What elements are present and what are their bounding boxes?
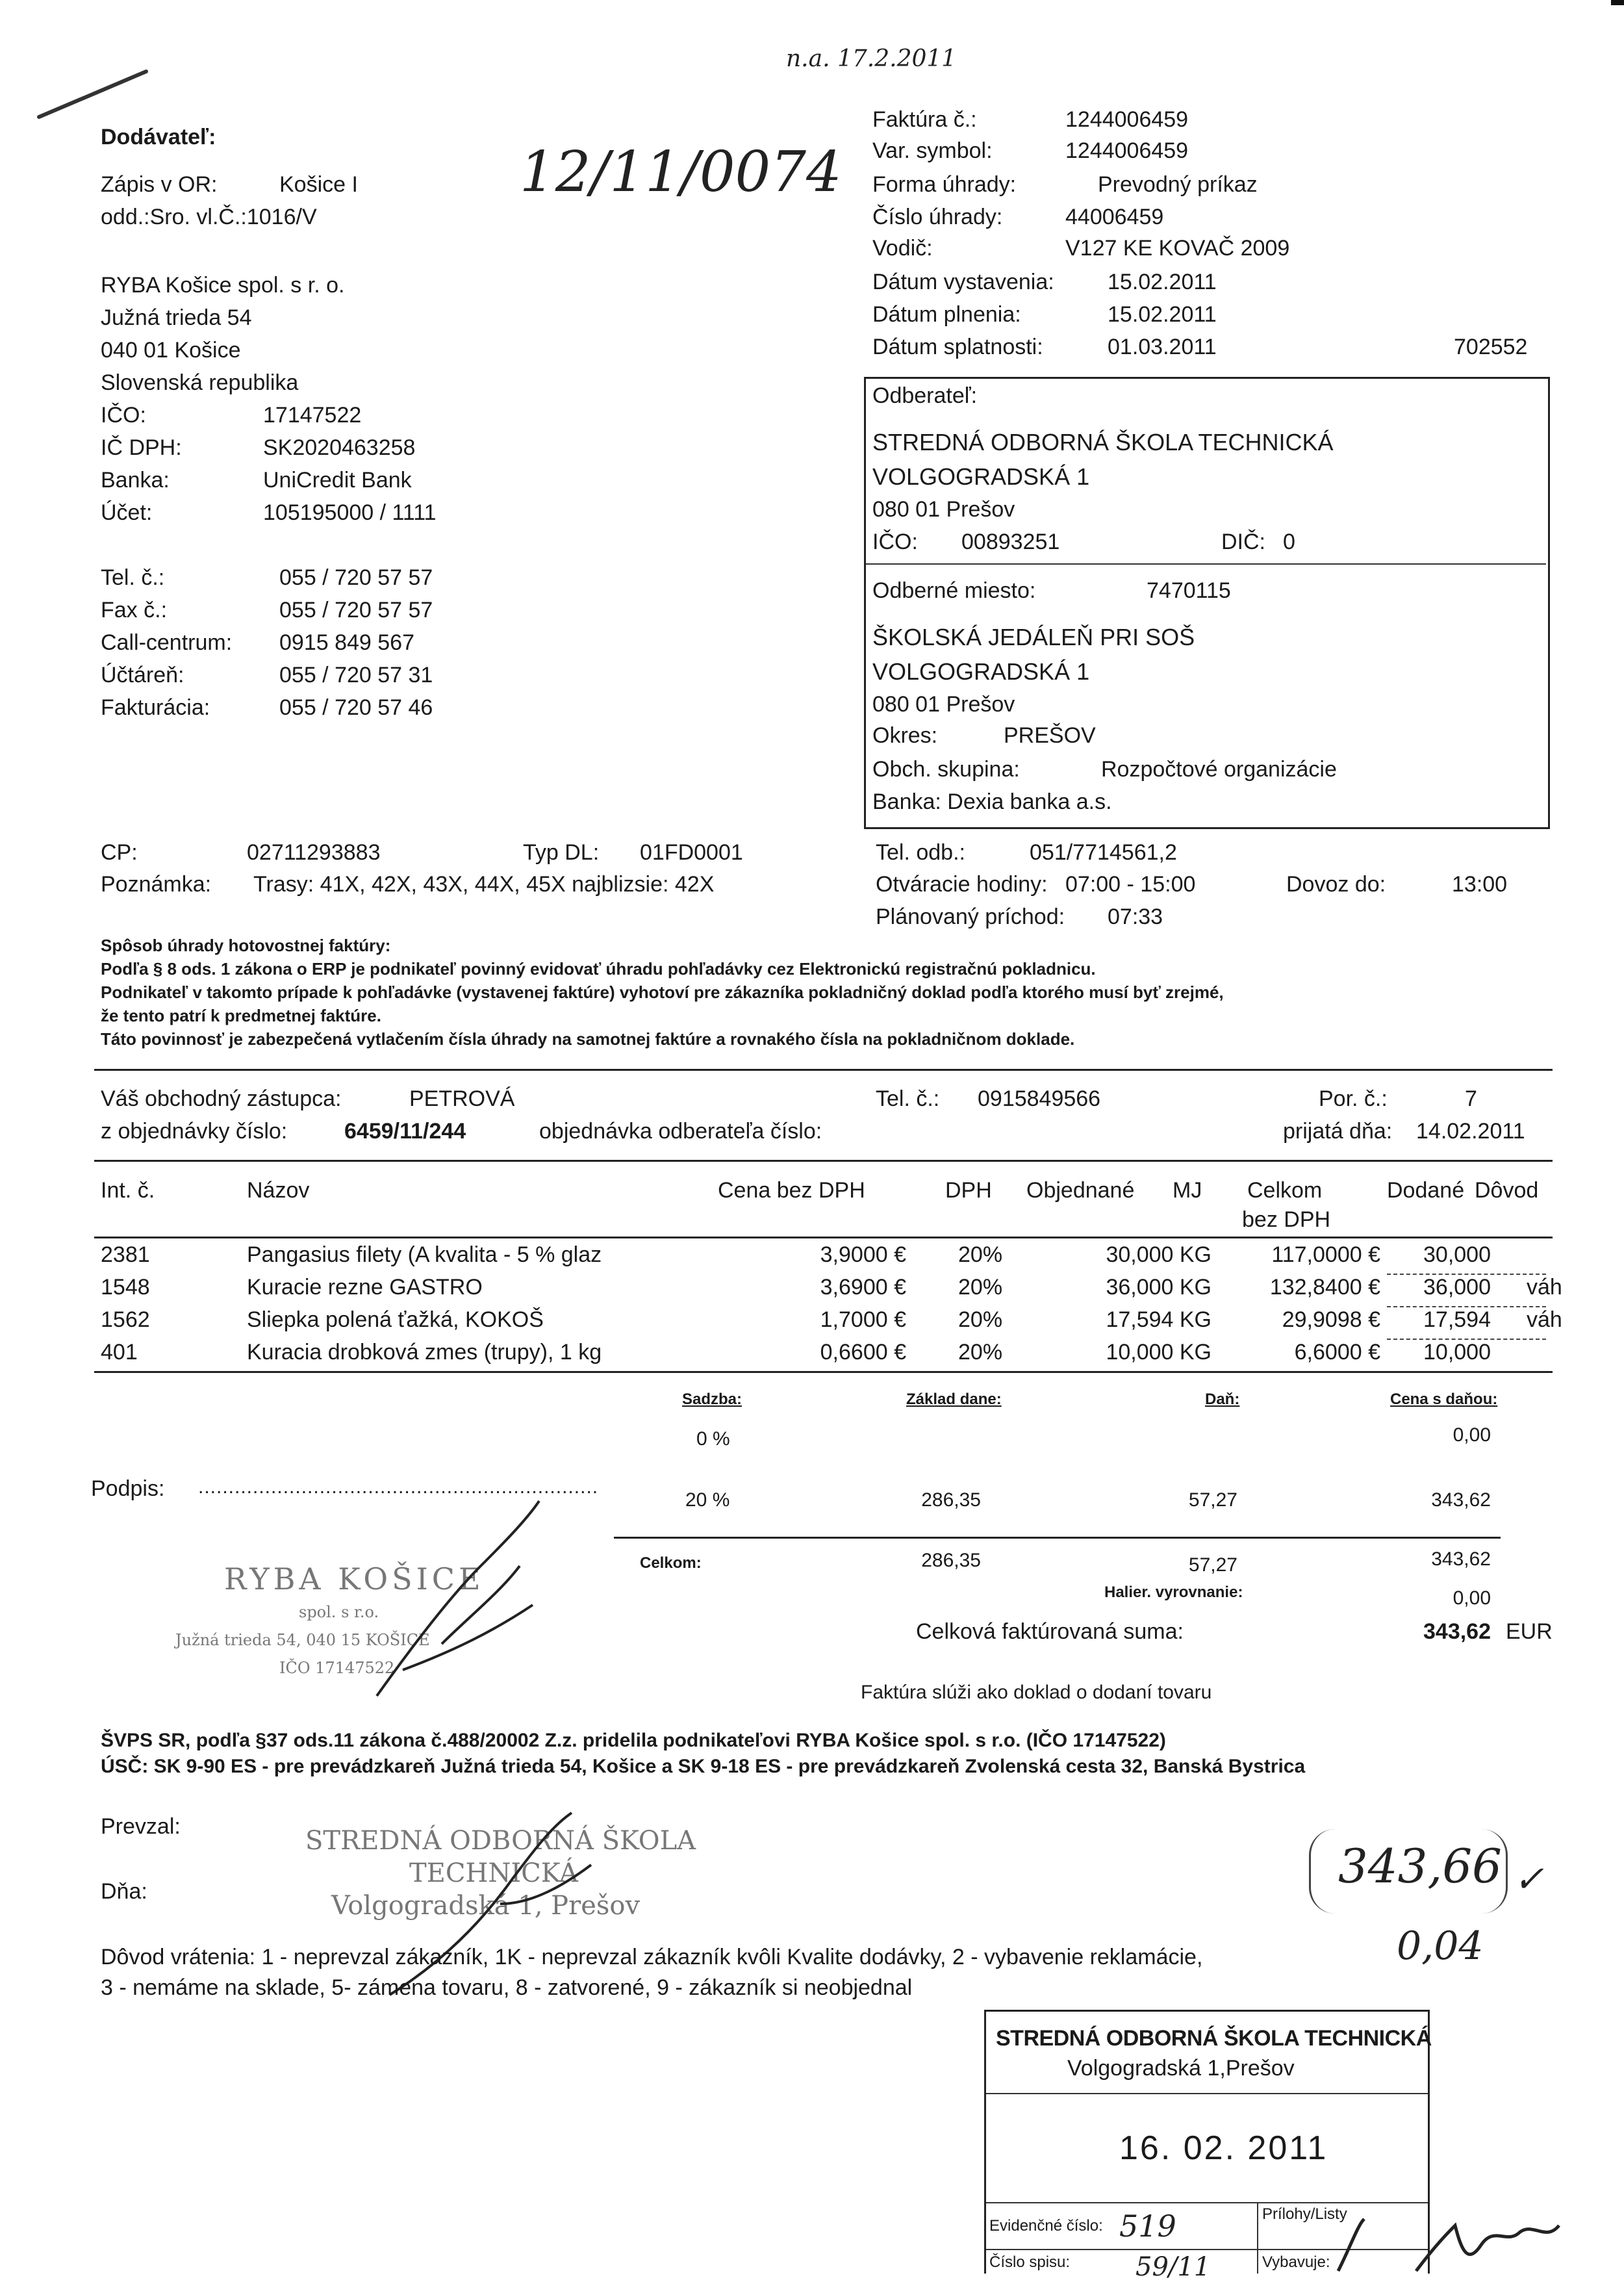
received-label: prijatá dňa: bbox=[1283, 1119, 1393, 1144]
supplier-bank-label: Banka: bbox=[101, 468, 170, 493]
cell-delivered: 36,000 bbox=[1423, 1275, 1491, 1300]
file-number-label: Číslo spisu: bbox=[989, 2253, 1071, 2271]
vat-tax-header: Daň: bbox=[1205, 1391, 1240, 1408]
evidence-value: 519 bbox=[1119, 2209, 1176, 2244]
col-header-unit: MJ bbox=[1173, 1178, 1202, 1203]
customer-phone-value: 051/7714561,2 bbox=[1030, 840, 1177, 865]
supply-date-value: 15.02.2011 bbox=[1108, 302, 1217, 327]
registry-stamp-subtitle: Volgogradská 1,Prešov bbox=[1067, 2056, 1295, 2081]
col-header-total: Celkom bbox=[1247, 1178, 1323, 1203]
handwritten-check-mark: ✓ bbox=[1514, 1858, 1544, 1901]
customer-order-label: objednávka odberateľa číslo: bbox=[539, 1119, 822, 1144]
contact-billing-label: Fakturácia: bbox=[101, 695, 210, 720]
table-row bbox=[0, 1275, 1624, 1307]
rounding-label: Halier. vyrovnanie: bbox=[1104, 1583, 1243, 1601]
payment-number-label: Číslo úhrady: bbox=[872, 205, 1003, 229]
customer-street: VOLGOGRADSKÁ 1 bbox=[872, 463, 1090, 490]
col-header-reason: Dôvod bbox=[1475, 1178, 1539, 1203]
note-value: Trasy: 41X, 42X, 43X, 44X, 45X najblizsie: 42X bbox=[253, 872, 715, 897]
note-label: Poznámka: bbox=[101, 872, 212, 897]
signature-dots: .................................................................. bbox=[198, 1476, 599, 1498]
cell-code: 1548 bbox=[101, 1275, 150, 1300]
cell-price: 3,6900 € bbox=[820, 1275, 906, 1300]
vat-row-0-rate: 0 % bbox=[696, 1428, 730, 1450]
cell-name: Kuracie rezne GASTRO bbox=[247, 1275, 483, 1300]
supplier-ico-value: 17147522 bbox=[263, 403, 362, 428]
cp-value: 02711293883 bbox=[247, 840, 381, 865]
cell-total: 132,8400 € bbox=[1269, 1275, 1380, 1300]
cell-delivered: 10,000 bbox=[1423, 1340, 1491, 1365]
registry-label: Zápis v OR: bbox=[101, 172, 218, 197]
divider-table-header bbox=[94, 1237, 1553, 1238]
grand-total-label: Celková faktúrovaná suma: bbox=[916, 1619, 1184, 1644]
school-stamp-line3: Volgogradská 1, Prešov bbox=[331, 1891, 641, 1921]
contact-billing-value: 055 / 720 57 46 bbox=[279, 695, 433, 720]
return-reasons-line2: 3 - nemáme na sklade, 5- zámena tovaru, 8 - zatvorené, 9 - zákazník si neobjednal bbox=[101, 1975, 913, 2000]
vat-base-header: Základ dane: bbox=[906, 1391, 1002, 1408]
supplier-ico-label: IČO: bbox=[101, 403, 146, 428]
cell-price: 1,7000 € bbox=[820, 1307, 906, 1332]
cash-notice-title: Spôsob úhrady hotovostnej faktúry: bbox=[101, 936, 391, 955]
contact-callcenter-label: Call-centrum: bbox=[101, 630, 233, 655]
file-number-value: 59/11 bbox=[1136, 2252, 1211, 2282]
registry-stamp-date: 16. 02. 2011 bbox=[1119, 2129, 1328, 2167]
order-number-label: z objednávky číslo: bbox=[101, 1119, 288, 1144]
evidence-label: Evidenčné číslo: bbox=[989, 2217, 1103, 2235]
signature-scribble bbox=[364, 1488, 546, 1702]
col-header-ordered: Objednané bbox=[1026, 1178, 1135, 1203]
cell-reason: váh bbox=[1527, 1307, 1562, 1332]
invoice-number-label: Faktúra č.: bbox=[872, 107, 977, 132]
supplier-stamp-line3: Južná trieda 54, 040 15 KOŠICE bbox=[175, 1631, 430, 1649]
delivery-city: 080 01 Prešov bbox=[872, 692, 1015, 717]
cell-total: 6,6000 € bbox=[1294, 1340, 1380, 1365]
customer-dic-label: DIČ: bbox=[1221, 530, 1265, 554]
delivery-name: ŠKOLSKÁ JEDÁLEŇ PRI SOŠ bbox=[872, 624, 1195, 650]
vat-total-gross: 343,62 bbox=[1431, 1548, 1491, 1570]
delivery-group-label: Obch. skupina: bbox=[872, 757, 1020, 782]
var-symbol-label: Var. symbol: bbox=[872, 138, 993, 163]
customer-city: 080 01 Prešov bbox=[872, 497, 1015, 522]
registry-stamp-divider-2 bbox=[986, 2202, 1428, 2203]
supplier-stamp-line1: RYBA KOŠICE bbox=[224, 1561, 485, 1596]
opening-hours-value: 07:00 - 15:00 bbox=[1065, 872, 1196, 897]
supplier-vat-value: SK2020463258 bbox=[263, 435, 416, 460]
customer-dic-value: 0 bbox=[1283, 530, 1295, 554]
driver-label: Vodič: bbox=[872, 236, 933, 261]
planned-arrival-label: Plánovaný príchod: bbox=[876, 904, 1065, 929]
vat-row-0-gross: 0,00 bbox=[1453, 1424, 1491, 1446]
seq-number-label: Por. č.: bbox=[1319, 1086, 1388, 1111]
divider-table-bottom bbox=[94, 1371, 1553, 1373]
supplier-country: Slovenská republika bbox=[101, 370, 299, 395]
cell-vat: 20% bbox=[958, 1340, 1003, 1365]
delivery-until-label: Dovoz do: bbox=[1286, 872, 1386, 897]
supplier-account-label: Účet: bbox=[101, 500, 153, 525]
supply-date-label: Dátum plnenia: bbox=[872, 302, 1021, 327]
payment-form-label: Forma úhrady: bbox=[872, 172, 1017, 197]
supplier-stamp-line4: IČO 17147522 bbox=[279, 1659, 395, 1677]
divider-vat-total bbox=[614, 1537, 1501, 1539]
delivery-group-value: Rozpočtové organizácie bbox=[1101, 757, 1337, 782]
col-header-price: Cena bez DPH bbox=[718, 1178, 865, 1203]
delivery-until-value: 13:00 bbox=[1452, 872, 1508, 897]
tax-document-note: Faktúra slúži ako doklad o dodaní tovaru bbox=[861, 1682, 1212, 1703]
supplier-city: 040 01 Košice bbox=[101, 338, 241, 363]
received-value: 14.02.2011 bbox=[1416, 1119, 1525, 1144]
dl-type-value: 01FD0001 bbox=[640, 840, 743, 865]
sales-rep-value: PETROVÁ bbox=[409, 1086, 515, 1111]
delivery-district-label: Okres: bbox=[872, 723, 938, 748]
customer-name: STREDNÁ ODBORNÁ ŠKOLA TECHNICKÁ bbox=[872, 429, 1334, 455]
contact-tel-value: 055 / 720 57 57 bbox=[279, 565, 433, 590]
edge-mark bbox=[1611, 0, 1624, 5]
seq-number-value: 7 bbox=[1465, 1086, 1477, 1111]
cell-total: 117,0000 € bbox=[1271, 1242, 1380, 1267]
cell-total: 29,9098 € bbox=[1282, 1307, 1380, 1332]
vat-gross-header: Cena s daňou: bbox=[1390, 1391, 1498, 1408]
school-stamp-line1: STREDNÁ ODBORNÁ ŠKOLA bbox=[305, 1826, 696, 1856]
supplier-bank-value: UniCredit Bank bbox=[263, 468, 412, 493]
cell-ordered: 10,000 KG bbox=[1106, 1340, 1212, 1365]
rep-phone-value: 0915849566 bbox=[978, 1086, 1101, 1111]
opening-hours-label: Otváracie hodiny: bbox=[876, 872, 1048, 897]
cell-ordered: 17,594 KG bbox=[1106, 1307, 1212, 1332]
cell-delivered: 30,000 bbox=[1423, 1242, 1491, 1267]
vat-total-label: Celkom: bbox=[640, 1554, 702, 1572]
vat-row-1-rate: 20 % bbox=[685, 1489, 730, 1511]
handled-by-label: Vybavuje: bbox=[1262, 2253, 1330, 2271]
registry-stamp-vline bbox=[1257, 2202, 1258, 2274]
rounding-value: 0,00 bbox=[1453, 1587, 1491, 1609]
received-by-label: Prevzal: bbox=[101, 1814, 181, 1839]
registry-signature-scribble bbox=[1325, 2206, 1598, 2272]
delivery-point-label: Odberné miesto: bbox=[872, 578, 1036, 603]
attachments-label: Prílohy/Listy bbox=[1262, 2205, 1347, 2223]
cash-notice-line2: Podnikateľ v takomto prípade k pohľadávke (vystavenej faktúre) vyhotoví pre zákazníka pokladničný doklad podľa ktorého musí byť zrejmé, bbox=[101, 982, 1224, 1002]
table-row bbox=[0, 1242, 1624, 1275]
col-header-name: Názov bbox=[247, 1178, 310, 1203]
cell-code: 1562 bbox=[101, 1307, 150, 1332]
col-header-vat: DPH bbox=[945, 1178, 992, 1203]
handwritten-ref-number: 12/11/0074 bbox=[520, 140, 842, 205]
delivery-street: VOLGOGRADSKÁ 1 bbox=[872, 658, 1090, 685]
contact-accounting-value: 055 / 720 57 31 bbox=[279, 663, 433, 687]
handwritten-date: n.a. 17.2.2011 bbox=[786, 45, 957, 72]
divider-order-top bbox=[94, 1069, 1553, 1071]
handwritten-amount: 343,66 bbox=[1338, 1839, 1502, 1893]
cell-price: 0,6600 € bbox=[820, 1340, 906, 1365]
cell-code: 401 bbox=[101, 1340, 138, 1365]
grand-total-currency: EUR bbox=[1506, 1619, 1553, 1644]
cell-ordered: 30,000 KG bbox=[1106, 1242, 1212, 1267]
pen-stroke-mark bbox=[36, 65, 153, 123]
col-header-delivered: Dodané bbox=[1387, 1178, 1465, 1203]
vat-row-1-base: 286,35 bbox=[921, 1489, 981, 1511]
delivery-point-value: 7470115 bbox=[1147, 578, 1231, 603]
cell-name: Pangasius filety (A kvalita - 5 % glaz bbox=[247, 1242, 602, 1267]
customer-heading: Odberateľ: bbox=[872, 383, 978, 408]
signature-label: Podpis: bbox=[91, 1476, 165, 1501]
issue-date-value: 15.02.2011 bbox=[1108, 270, 1217, 294]
table-row bbox=[0, 1307, 1624, 1340]
vet-approval-line2: ÚSČ: SK 9-90 ES - pre prevádzkareň Južná trieda 54, Košice a SK 9-18 ES - pre prevádzkareň Zvolenská cesta 32, Banská Bystrica bbox=[101, 1756, 1306, 1777]
cell-delivered: 17,594 bbox=[1423, 1307, 1491, 1332]
order-number-value: 6459/11/244 bbox=[344, 1119, 466, 1144]
receipt-signature-scribble bbox=[383, 1806, 630, 2001]
vat-row-1-tax: 57,27 bbox=[1188, 1489, 1237, 1511]
registry-section: odd.:Sro. vl.Č.:1016/V bbox=[101, 205, 317, 229]
delivery-bank: Banka: Dexia banka a.s. bbox=[872, 789, 1112, 814]
issue-date-label: Dátum vystavenia: bbox=[872, 270, 1054, 294]
payment-form-value: Prevodný príkaz bbox=[1098, 172, 1258, 197]
cash-notice-line3: že tento patrí k predmetnej faktúre. bbox=[101, 1006, 381, 1025]
vat-total-tax: 57,27 bbox=[1188, 1554, 1237, 1576]
customer-box-divider bbox=[866, 563, 1546, 565]
contact-tel-label: Tel. č.: bbox=[101, 565, 165, 590]
cell-vat: 20% bbox=[958, 1275, 1003, 1300]
cell-reason: váh bbox=[1527, 1275, 1562, 1300]
registry-value: Košice I bbox=[279, 172, 358, 197]
supplier-account-value: 105195000 / 1111 bbox=[263, 500, 437, 525]
cell-vat: 20% bbox=[958, 1242, 1003, 1267]
planned-arrival-value: 07:33 bbox=[1108, 904, 1163, 929]
vet-approval-line1: ŠVPS SR, podľa §37 ods.11 zákona č.488/20002 Z.z. pridelila podnikateľovi RYBA Košice spol. s r.o. (IČO 17147522) bbox=[101, 1730, 1166, 1751]
cp-label: CP: bbox=[101, 840, 138, 865]
col-header-code: Int. č. bbox=[101, 1178, 155, 1203]
supplier-vat-label: IČ DPH: bbox=[101, 435, 182, 460]
delivery-district-value: PREŠOV bbox=[1004, 723, 1096, 748]
supplier-name: RYBA Košice spol. s r. o. bbox=[101, 273, 345, 298]
driver-value: V127 KE KOVAČ 2009 bbox=[1065, 236, 1290, 261]
registry-stamp-divider-1 bbox=[986, 2093, 1428, 2094]
vat-row-1-gross: 343,62 bbox=[1431, 1489, 1491, 1511]
vat-total-base: 286,35 bbox=[921, 1550, 981, 1571]
payment-number-value: 44006459 bbox=[1065, 205, 1164, 229]
extra-code: 702552 bbox=[1454, 335, 1528, 359]
cell-vat: 20% bbox=[958, 1307, 1003, 1332]
school-stamp-line2: TECHNICKÁ bbox=[409, 1858, 578, 1888]
contact-accounting-label: Účtáreň: bbox=[101, 663, 184, 687]
return-reasons-line1: Dôvod vrátenia: 1 - neprevzal zákazník, 1K - neprevzal zákazník kvôli Kvalite dodávky, 2 - vybavenie reklamácie, bbox=[101, 1945, 1203, 1969]
grand-total-value: 343,62 bbox=[1423, 1619, 1491, 1644]
cell-ordered: 36,000 KG bbox=[1106, 1275, 1212, 1300]
due-date-value: 01.03.2011 bbox=[1108, 335, 1217, 359]
table-row bbox=[0, 1340, 1624, 1372]
contact-fax-value: 055 / 720 57 57 bbox=[279, 598, 433, 622]
cell-code: 2381 bbox=[101, 1242, 150, 1267]
col-header-total-sub: bez DPH bbox=[1242, 1207, 1331, 1232]
supplier-heading: Dodávateľ: bbox=[101, 125, 216, 149]
rep-phone-label: Tel. č.: bbox=[876, 1086, 940, 1111]
cell-name: Kuracia drobková zmes (trupy), 1 kg bbox=[247, 1340, 602, 1365]
handwritten-difference: 0,04 bbox=[1397, 1923, 1484, 1969]
divider-table-top bbox=[94, 1160, 1553, 1162]
dl-type-label: Typ DL: bbox=[523, 840, 600, 865]
contact-callcenter-value: 0915 849 567 bbox=[279, 630, 414, 655]
cell-price: 3,9000 € bbox=[820, 1242, 906, 1267]
vat-rate-header: Sadzba: bbox=[682, 1391, 742, 1408]
customer-ico-label: IČO: bbox=[872, 530, 918, 554]
sales-rep-label: Váš obchodný zástupca: bbox=[101, 1086, 342, 1111]
cash-notice-line4: Táto povinnosť je zabezpečená vytlačením čísla úhrady na samotnej faktúre a rovnakého čísla na pokladničnom doklade. bbox=[101, 1029, 1075, 1049]
contact-fax-label: Fax č.: bbox=[101, 598, 168, 622]
registry-stamp-title: STREDNÁ ODBORNÁ ŠKOLA TECHNICKÁ bbox=[996, 2026, 1432, 2051]
due-date-label: Dátum splatnosti: bbox=[872, 335, 1043, 359]
supplier-stamp-line2: spol. s r.o. bbox=[299, 1603, 379, 1621]
var-symbol-value: 1244006459 bbox=[1065, 138, 1189, 163]
supplier-street: Južná trieda 54 bbox=[101, 305, 252, 330]
received-date-label: Dňa: bbox=[101, 1879, 147, 1904]
invoice-number-value: 1244006459 bbox=[1065, 107, 1189, 132]
customer-phone-label: Tel. odb.: bbox=[876, 840, 965, 865]
customer-ico-value: 00893251 bbox=[961, 530, 1060, 554]
cash-notice-line1: Podľa § 8 ods. 1 zákona o ERP je podnikateľ povinný evidovať úhradu pohľadávky cez Elektronickú registračnú pokladnicu. bbox=[101, 959, 1096, 979]
cell-name: Sliepka polená ťažká, KOKOŠ bbox=[247, 1307, 544, 1332]
